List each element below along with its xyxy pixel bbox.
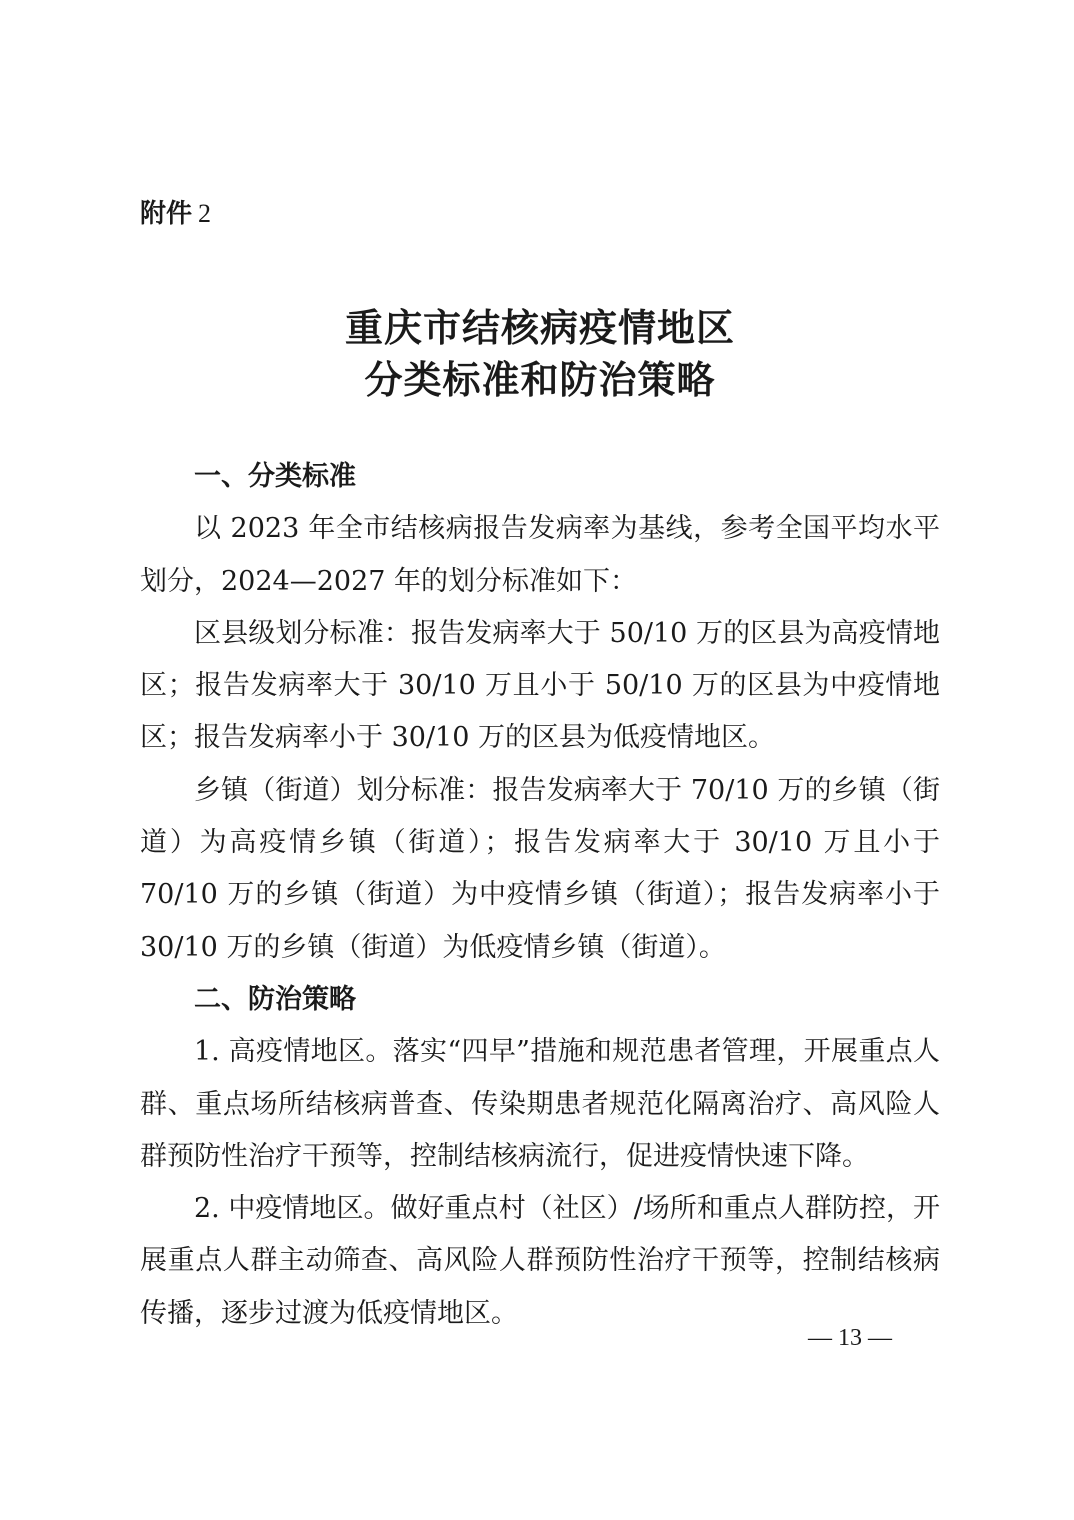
paragraph-medium-epidemic: 2. 中疫情地区。做好重点村（社区）/场所和重点人群防控，开展重点人群主动筛查、高风险人群预防性治疗干预等，控制结核病传播，逐步过渡为低疫情地区。	[140, 1193, 940, 1329]
document-body	[140, 451, 940, 1340]
attachment-label-text: 附件	[140, 199, 193, 229]
section-heading-strategy: 二、防治策略	[194, 983, 356, 1015]
paragraph-county-standard: 区县级划分标准：报告发病率大于 50/10 万的区县为高疫情地区；报告发病率大于 30/10 万且小于 50/10 万的区县为中疫情地区；报告发病率小于 30/10 万的区县为低疫情地区。	[140, 617, 940, 754]
document-title-line-2: 分类标准和防治策略	[364, 358, 716, 402]
section-heading-classification: 一、分类标准	[194, 461, 356, 492]
paragraph-high-epidemic: 1. 高疫情地区。落实“四早”措施和规范患者管理，开展重点人群、重点场所结核病普查、传染期患者规范化隔离治疗、高风险人群预防性治疗干预等，控制结核病流行，促进疫情快速下降。	[140, 1036, 940, 1172]
paragraph-township-standard: 乡镇（街道）划分标准：报告发病率大于 70/10 万的乡镇（街道）为高疫情乡镇（街道）；报告发病率大于 30/10 万且小于 70/10 万的乡镇（街道）为中疫情乡镇（街道）；报告发病率小于 30/10 万的乡镇（街道）为低疫情乡镇（街道）。	[140, 774, 940, 963]
document-title-line-1: 重庆市结核病疫情地区	[344, 306, 735, 350]
attachment-number: 2	[198, 199, 212, 228]
paragraph-baseline: 以 2023 年全市结核病报告发病率为基线，参考全国平均水平划分，2024—2027 年的划分标准如下：	[140, 513, 940, 597]
page-number: — 13 —	[808, 1325, 892, 1351]
attachment-label	[140, 196, 211, 232]
